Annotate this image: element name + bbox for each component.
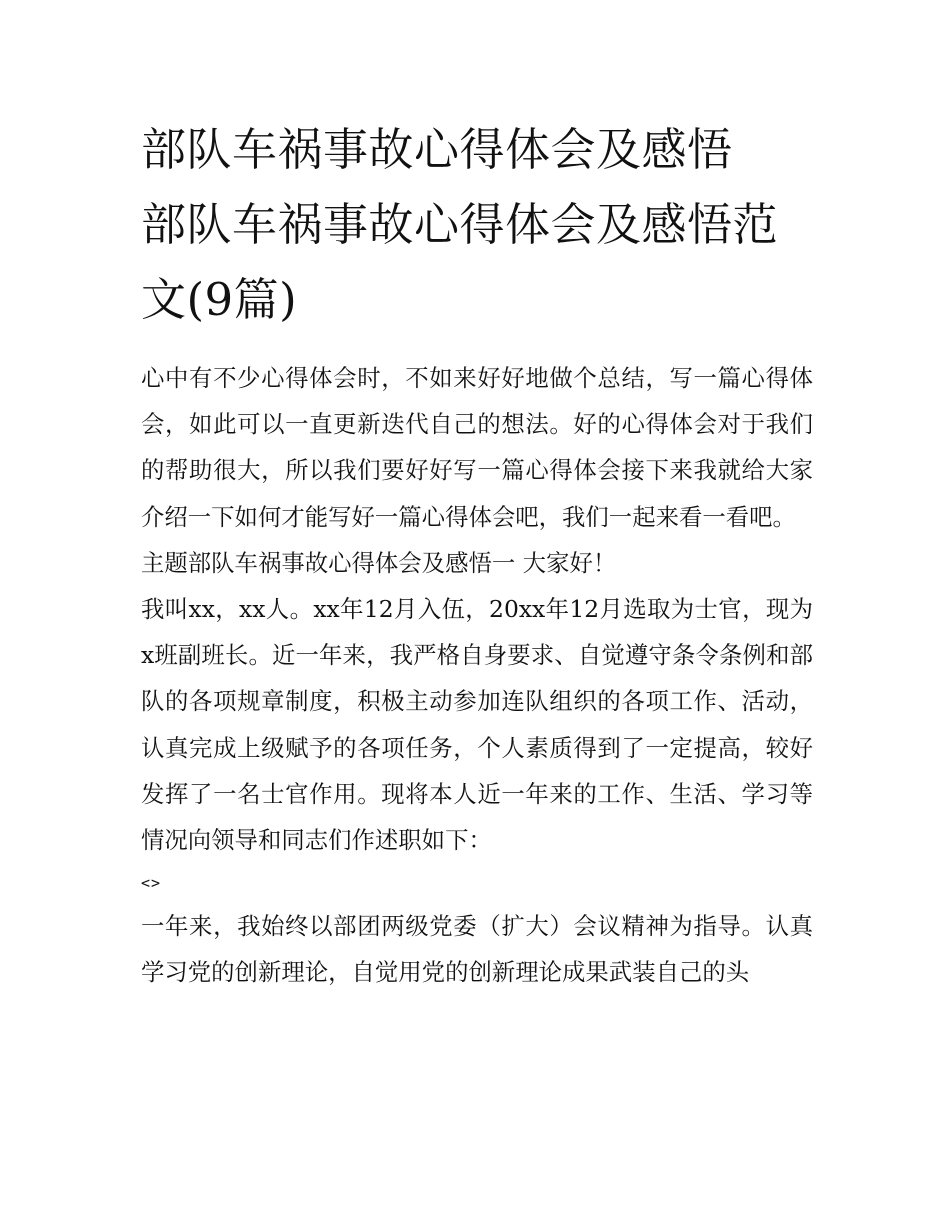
document-title xyxy=(141,112,813,337)
body-paragraph-2: 一年来，我始终以部团两级党委（扩大）会议精神为指导。认真学习党的创新理论，自觉用党的创新理论成果武装自己的头 xyxy=(141,912,813,987)
section-heading: 主题部队车祸事故心得体会及感悟一 大家好！ xyxy=(141,548,617,577)
angle-bracket-marker: <> xyxy=(141,874,162,893)
document-content xyxy=(141,112,813,996)
title-line-2: 部队车祸事故心得体会及感悟范文(9篇) xyxy=(141,198,779,326)
body-paragraph-1: 我叫xx，xx人。xx年12月入伍，20xx年12月选取为士官，现为x班副班长。近一年来，我严格自身要求、自觉遵守条令条例和部队的各项规章制度，积极主动参加连队组织的各项工作、活动，认真完成上级赋予的各项任务，个人素质得到了一定提高，较好发挥了一名士官作用。现将本人近一年来的工作、生活、学习等情况向领导和同志们作述职如下： xyxy=(141,595,813,855)
intro-paragraph: 心中有不少心得体会时，不如来好好地做个总结，写一篇心得体会，如此可以一直更新迭代自己的想法。好的心得体会对于我们的帮助很大，所以我们要好好写一篇心得体会接下来我就给大家介绍一下如何才能写好一篇心得体会吧，我们一起来看一看吧。 xyxy=(141,364,813,531)
title-line-1: 部队车祸事故心得体会及感悟 xyxy=(141,123,733,176)
